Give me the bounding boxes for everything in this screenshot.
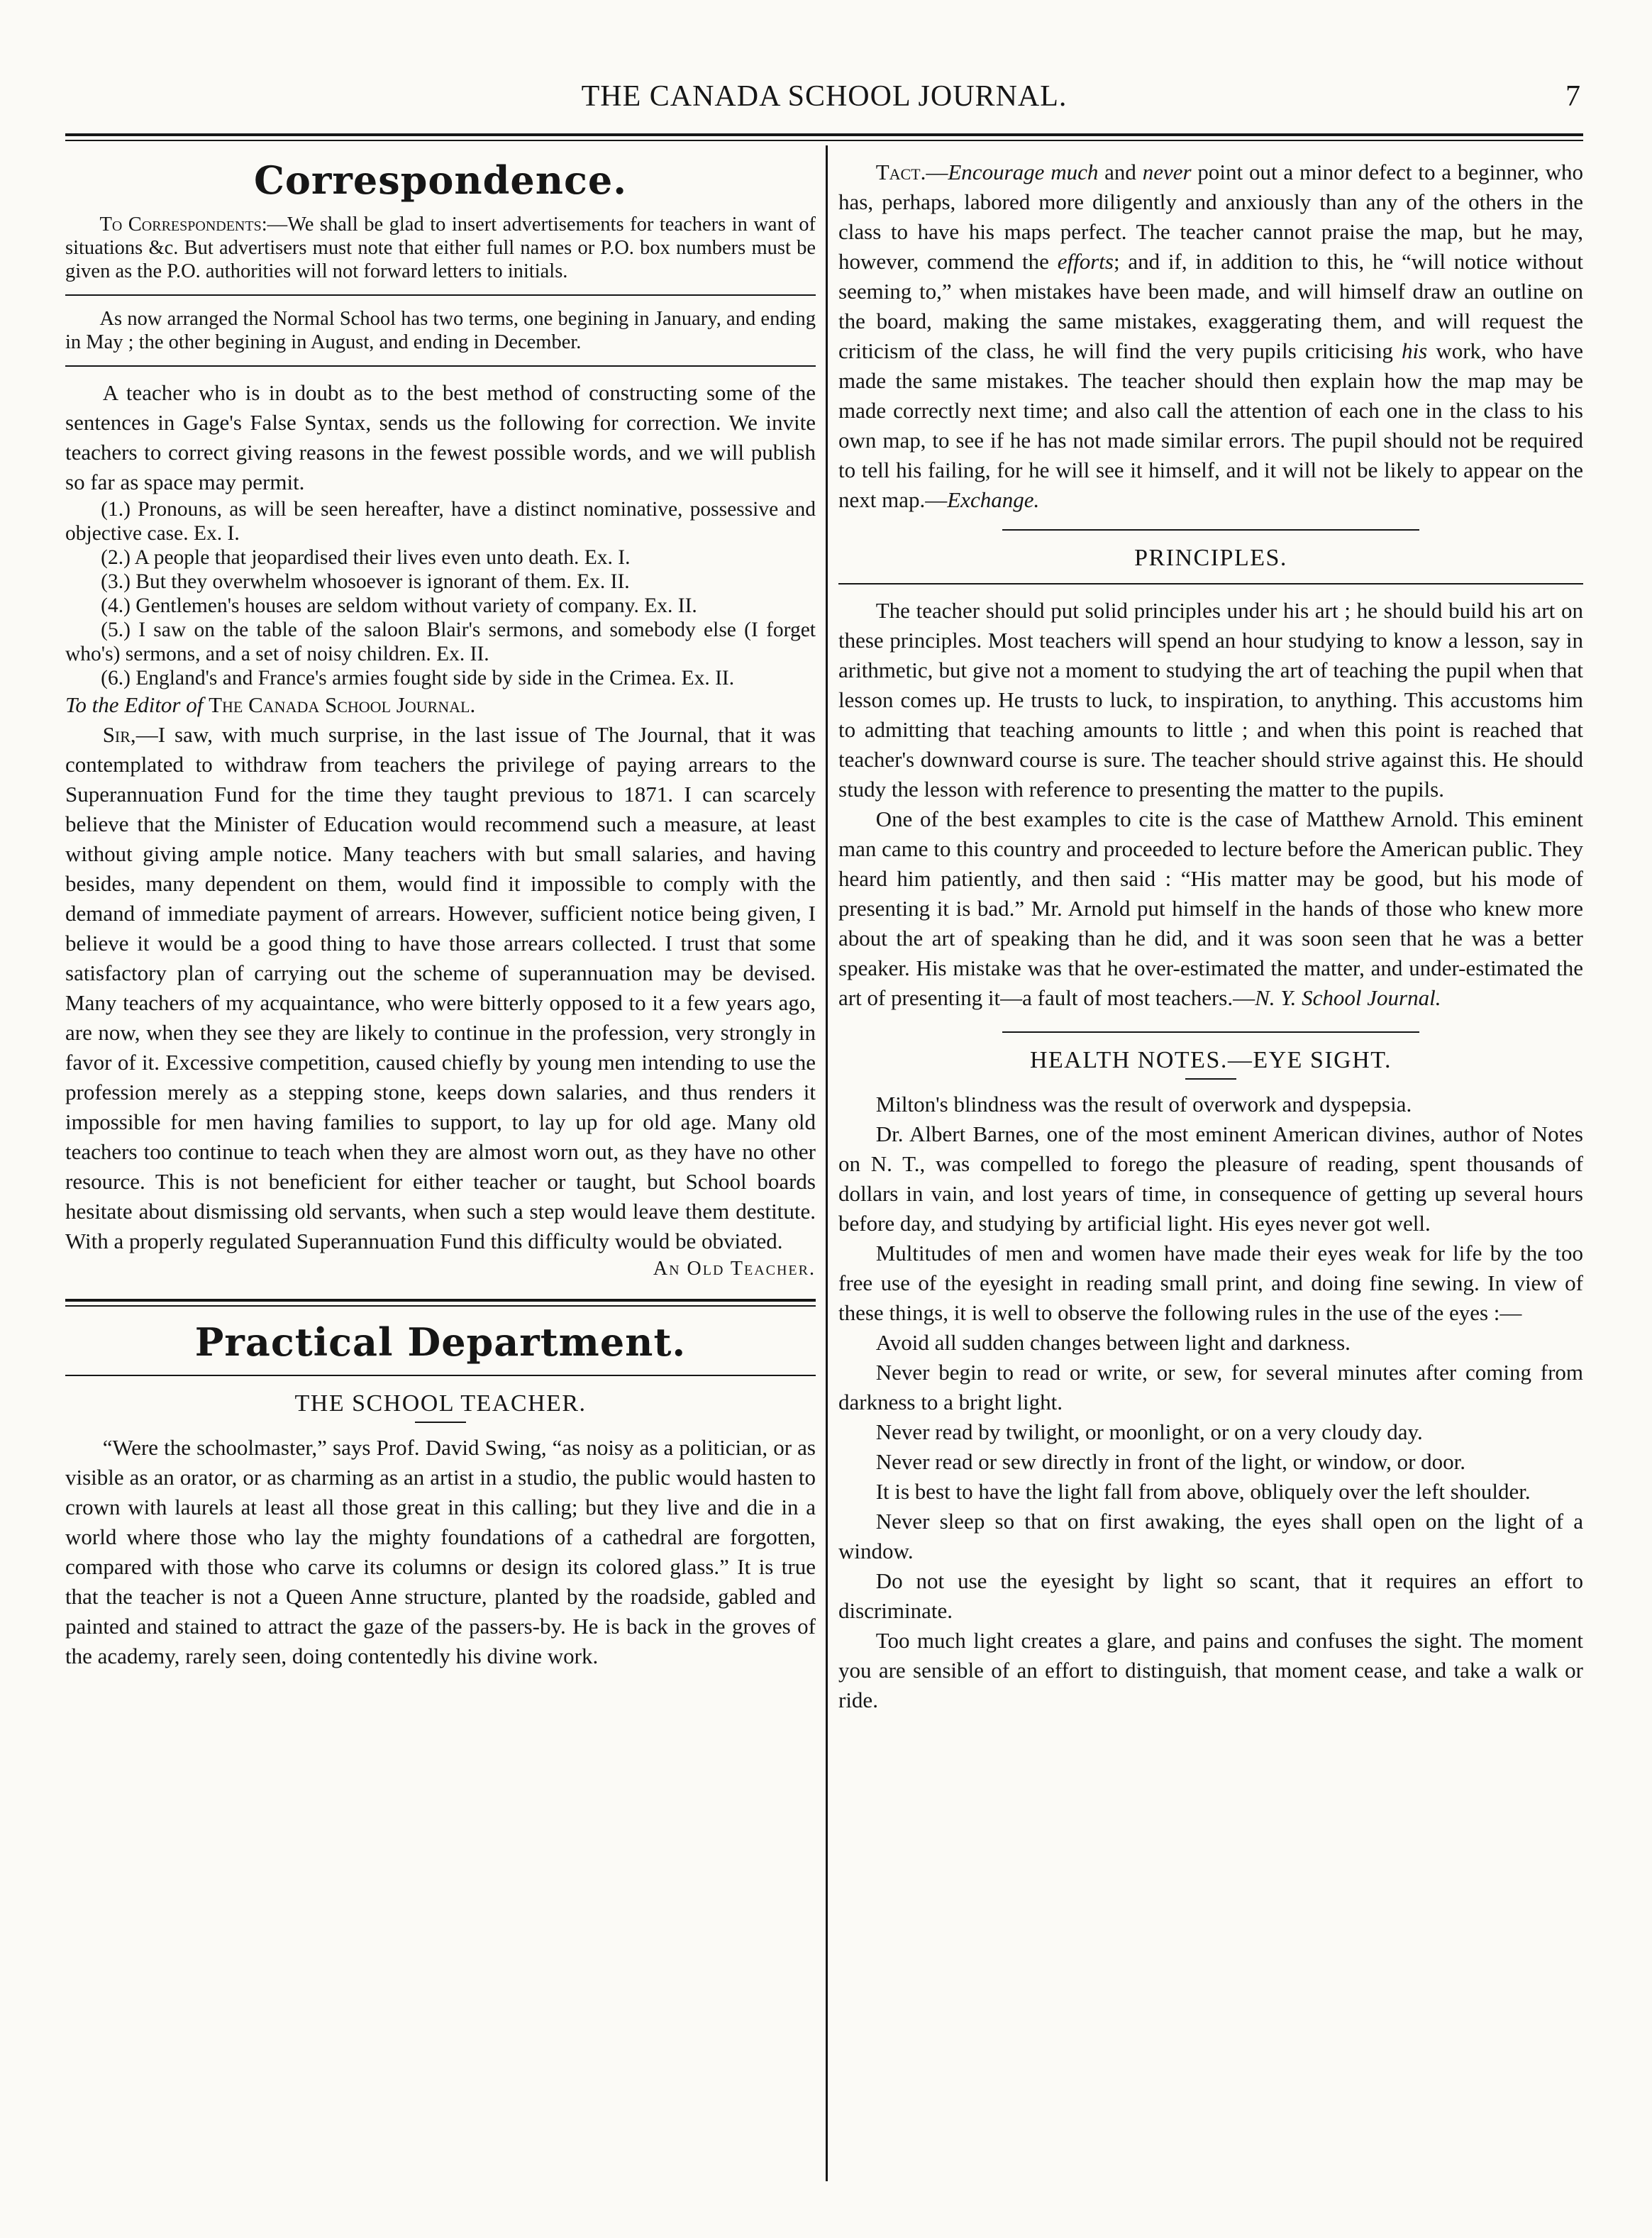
column-divider bbox=[826, 145, 828, 2181]
section-separator bbox=[838, 583, 1583, 585]
section-separator bbox=[1002, 1031, 1419, 1033]
editor-address-journal: The Canada School Journal. bbox=[209, 692, 476, 717]
section-separator bbox=[1002, 529, 1419, 531]
letter-text: —I saw, with much surprise, in the last issue of The Journal, that it was contemplated to withdraw from teachers the privilege of paying arrears to the Superannuation Fund for the time they taught previous to 1871. I can scarcely believe that the Minister of Education would recommend such a measure, at least without giving ample notice. Many teachers with but small salaries, and having besides, many dependent on them, would find it impossible to comply with the demand of immediate payment of arrears. However, sufficient notice being given, I believe it would be a good thing to have those arrears collected. I trust that some satisfactory plan of carrying out the scheme of superannuation may be devised. Many teachers of my acquaintance, who were bitterly opposed to it a few years ago, are now, when they see they are likely to continue in the profession, very strongly in favor of it. Excessive competition, caused chiefly by young men intending to use the profession merely as a stepping stone, keeps down salaries, and thus renders it impossible for men having families to support, to lay up for old age. Many old teachers too continue to teach when they are almost worn out, as they have no other resource. This is not beneficient for either teacher or taught, but School boards hesitate about dismissing old servants, when such a step would leave them destitute. With a properly regulated Superannuation Fund this difficulty would be obviated. bbox=[65, 722, 816, 1253]
tact-emphasis: Encourage much bbox=[948, 160, 1099, 184]
health-paragraph: Dr. Albert Barnes, one of the most eminent American divines, author of Notes on N. T., was compelled to forego the pleasure of reading, spent thousands of dollars in vain, and lost years of time, in consequence of getting up several hours before day, and studying by artificial light. His eyes never got well. bbox=[838, 1121, 1583, 1236]
tact-text: ; and if, in addition to this, he “will notice without seeming to,” when mistakes have been made, and will himself draw an outline on the board, making the same mistakes, exaggerating them, and will request the criticism of the class, he will find the very pupils criticising bbox=[838, 249, 1584, 363]
health-rule-item: Avoid all sudden changes between light and darkness. bbox=[875, 1330, 1351, 1355]
journal-title: THE CANADA SCHOOL JOURNAL. bbox=[581, 80, 1068, 113]
department-rule-thick bbox=[65, 1299, 816, 1302]
tact-text: and bbox=[1098, 160, 1143, 184]
principles-text: One of the best examples to cite is the case of Matthew Arnold. This eminent man came to this country and proceeded to lecture before the American public. They heard him patiently, and then said : “His matter may be good, but his mode of presenting it is bad.” Mr. Arnold put himself in the hands of those who knew more about the art of speaking than he did, and it was soon seen that he was a better speaker. His mistake was that he over-estimated the matter, and under-estimated the art of presenting it—a fault of most teachers.— bbox=[838, 807, 1583, 1010]
page-number: 7 bbox=[1565, 80, 1580, 113]
school-teacher-heading: THE SCHOOL TEACHER. bbox=[294, 1390, 587, 1417]
health-rule-item: Never begin to read or write, or sew, for several minutes after coming from darkness to a bright light. bbox=[838, 1360, 1583, 1414]
health-paragraph: Multitudes of men and women have made their eyes weak for life by the too free use of the eyesight in reading small print, and doing fine sewing. In view of these things, it is well to observe the following rules in the use of the eyes :— bbox=[838, 1241, 1583, 1325]
tact-label: Tact. bbox=[875, 160, 926, 184]
health-paragraph: Milton's blindness was the result of overwork and dyspepsia. bbox=[875, 1092, 1412, 1117]
letter-body bbox=[65, 720, 816, 1256]
health-notes-heading: HEALTH NOTES.—EYE SIGHT. bbox=[1029, 1047, 1392, 1073]
syntax-item-3: (3.) But they overwhelm whosoever is ignorant of them. Ex. II. bbox=[101, 570, 630, 593]
to-correspondents-notice bbox=[65, 213, 816, 283]
tact-emphasis: his bbox=[1401, 338, 1428, 363]
right-column bbox=[838, 157, 1583, 1715]
editor-address-prefix: To the Editor of bbox=[65, 692, 204, 717]
tact-emphasis: efforts bbox=[1057, 249, 1114, 274]
syntax-item-1: (1.) Pronouns, as will be seen hereafter, have a distinct nominative, possessive and objective case. Ex. I. bbox=[65, 498, 816, 545]
left-column bbox=[65, 157, 816, 1671]
syntax-item-5: (5.) I saw on the table of the saloon Blair's sermons, and somebody else (I forget who's) sermons, and a set of noisy children. Ex. II. bbox=[65, 619, 816, 665]
principles-source: N. Y. School Journal. bbox=[1255, 985, 1441, 1010]
section-separator bbox=[65, 365, 816, 367]
editor-address bbox=[65, 690, 816, 720]
heading-rule bbox=[415, 1422, 466, 1423]
practical-department-heading: Practical Department. bbox=[194, 1319, 687, 1365]
health-rule-item: Never sleep so that on first awaking, the eyes shall open on the light of a window. bbox=[838, 1509, 1583, 1563]
tact-paragraph bbox=[838, 157, 1583, 515]
heading-rule bbox=[1185, 1078, 1236, 1080]
department-rule-thin bbox=[65, 1305, 816, 1307]
principles-paragraph-2 bbox=[838, 804, 1583, 1013]
letter-signature: An Old Teacher. bbox=[653, 1258, 816, 1280]
tact-source: Exchange. bbox=[947, 487, 1040, 512]
false-syntax-intro: A teacher who is in doubt as to the best method of constructing some of the sentences in Gage's False Syntax, sends us the following for correction. We invite teachers to correct giving reasons in the fewest possible words, and we will publish so far as space may permit. bbox=[65, 380, 816, 494]
to-correspondents-label: To Correspondents bbox=[99, 214, 262, 236]
health-rule-item: Too much light creates a glare, and pains and confuses the sight. The moment you are sensible of an effort to distinguish, that moment cease, and take a walk or ride. bbox=[838, 1628, 1583, 1712]
principles-heading: PRINCIPLES. bbox=[1134, 545, 1287, 571]
health-rule-item: It is best to have the light fall from above, obliquely over the left shoulder. bbox=[875, 1479, 1531, 1504]
syntax-item-6: (6.) England's and France's armies fought side by side in the Crimea. Ex. II. bbox=[101, 667, 735, 689]
to-correspondents-text: :—We shall be glad to insert advertisements for teachers in want of situations &c. But advertisers must note that either full names or P.O. box numbers must be given as the P.O. authorities will not forward letters to initials. bbox=[65, 214, 816, 282]
health-rule-item: Do not use the eyesight by light so scant, that it requires an effort to discriminate. bbox=[838, 1568, 1583, 1623]
header-rule-thin bbox=[65, 140, 1583, 141]
letter-salutation: Sir, bbox=[102, 722, 136, 747]
running-head bbox=[65, 79, 1583, 122]
section-separator bbox=[65, 1375, 816, 1376]
correspondence-heading: Correspondence. bbox=[253, 157, 628, 203]
principles-paragraph-1: The teacher should put solid principles under his art ; he should build his art on these principles. Most teachers will spend an hour studying to know a lesson, say in arithmetic, but give not a moment to studying the art of teaching the pupil when that lesson comes up. He trusts to luck, to inspiration, to anything. This accustoms him to admitting that teaching amounts to little ; and when this point is reached that teacher's downward course is sure. The teacher should strive against this. He should study the lesson with reference to presenting the matter to the pupils. bbox=[838, 598, 1583, 802]
health-rule-item: Never read or sew directly in front of the light, or window, or door. bbox=[875, 1449, 1466, 1474]
header-rule-thick bbox=[65, 133, 1583, 136]
health-rule-item: Never read by twilight, or moonlight, or on a very cloudy day. bbox=[875, 1419, 1423, 1444]
school-teacher-text: “Were the schoolmaster,” says Prof. David Swing, “as noisy as a politician, or as visible as an orator, or as charming as an artist in a studio, the public would hasten to crown with laurels at least all those great in this calling; but they live and die in a world where those who lay the mighty foundations of a cathedral are forgotten, compared with those who carve its columns or design its colored glass.” It is true that the teacher is not a Queen Anne structure, planted by the roadside, gabled and painted and stained to attract the gaze of the passers-by. He is back in the groves of the academy, rarely seen, doing contentedly his divine work. bbox=[65, 1435, 816, 1668]
tact-text: work, who have made the same mistakes. The teacher should then explain how the map may be made correctly next time; and also call the attention of each one in the class to his own map, to see if he has not made similar errors. The pupil should not be required to tell his failing, for he will see it himself, and it will not be likely to appear on the next map.— bbox=[838, 338, 1583, 512]
tact-dash: — bbox=[926, 160, 948, 184]
syntax-item-2: (2.) A people that jeopardised their lives even unto death. Ex. I. bbox=[101, 546, 631, 569]
tact-emphasis: never bbox=[1142, 160, 1192, 184]
syntax-item-4: (4.) Gentlemen's houses are seldom without variety of company. Ex. II. bbox=[101, 594, 697, 617]
tact-text: point out a minor defect to a beginner, who has, perhaps, labored more diligently and anxiously than any of the others in the class to have his maps perfect. The teacher cannot praise the map, but he may, however, commend the bbox=[838, 160, 1583, 274]
normal-school-note: As now arranged the Normal School has two terms, one begining in January, and ending in May ; the other begining in August, and ending in December. bbox=[65, 308, 816, 353]
section-separator bbox=[65, 294, 816, 296]
